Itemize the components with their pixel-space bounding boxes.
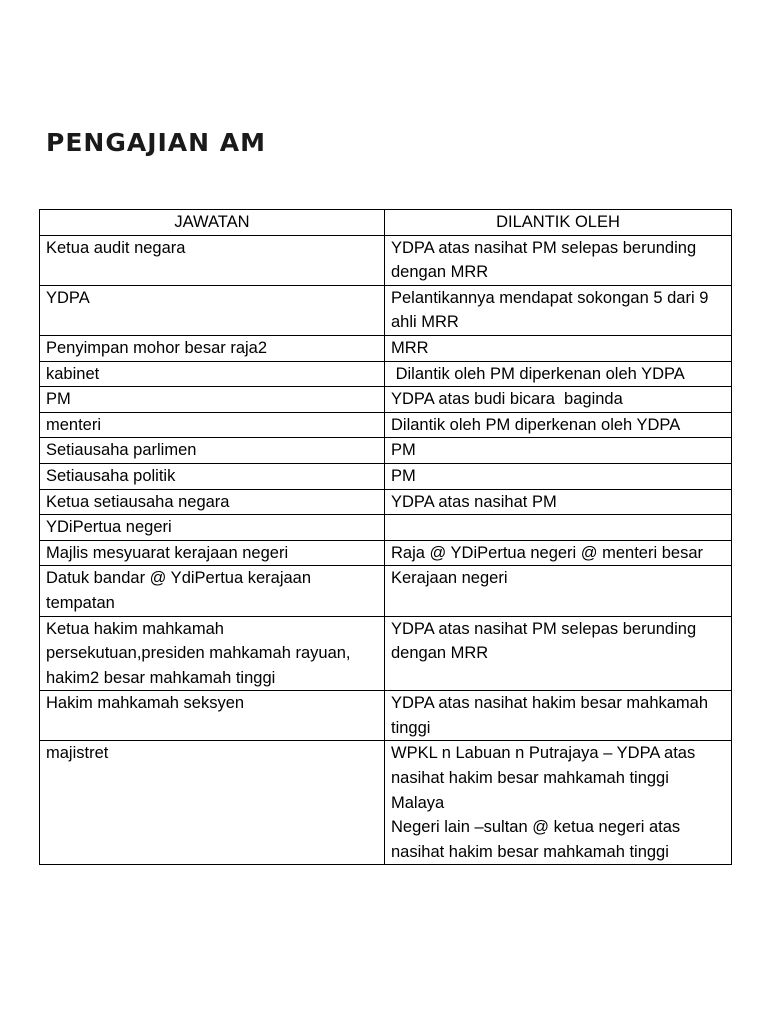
- cell-jawatan: [40, 540, 385, 566]
- cell-dilantik: [385, 515, 732, 541]
- jawatan-text: Ketua audit negara: [46, 238, 186, 257]
- jawatan-text: Majlis mesyuarat kerajaan negeri: [46, 543, 289, 562]
- cell-jawatan: [40, 412, 385, 438]
- dilantik-text: [391, 515, 725, 540]
- cell-dilantik: [385, 566, 732, 616]
- dilantik-text: YDPA atas nasihat PM selepas berunding dengan MRR: [391, 619, 701, 663]
- jawatan-text: menteri: [46, 415, 102, 434]
- table-row: [40, 616, 732, 691]
- dilantik-text: YDPA atas budi bicara baginda: [391, 390, 623, 409]
- jawatan-text: YDPA: [46, 288, 90, 307]
- cell-dilantik: [385, 691, 732, 741]
- cell-jawatan: [40, 438, 385, 464]
- cell-jawatan: [40, 691, 385, 741]
- jawatan-text: Ketua hakim mahkamah persekutuan,presiden mahkamah rayuan, hakim2 besar mahkamah tinggi: [46, 619, 356, 687]
- cell-dilantik: [385, 438, 732, 464]
- cell-dilantik: [385, 489, 732, 515]
- dilantik-text: Dilantik oleh PM diperkenan oleh YDPA: [391, 364, 685, 383]
- dilantik-text: Dilantik oleh PM diperkenan oleh YDPA: [391, 415, 681, 434]
- dilantik-text: Raja @ YDiPertua negeri @ menteri besar: [391, 543, 704, 562]
- cell-dilantik: [385, 741, 732, 865]
- cell-jawatan: [40, 489, 385, 515]
- dilantik-text: PM: [391, 441, 416, 460]
- cell-jawatan: [40, 335, 385, 361]
- dilantik-text: YDPA atas nasihat PM: [391, 492, 557, 511]
- cell-jawatan: [40, 387, 385, 413]
- table-row: [40, 489, 732, 515]
- cell-jawatan: [40, 566, 385, 616]
- page-title: PENGAJIAN AM: [46, 128, 266, 157]
- jawatan-text: YDiPertua negeri: [46, 518, 172, 537]
- jawatan-text: Penyimpan mohor besar raja2: [46, 338, 268, 357]
- cell-jawatan: [40, 616, 385, 691]
- table-row: [40, 691, 732, 741]
- table-header-row: [40, 210, 732, 236]
- appointments-table-container: [39, 209, 731, 865]
- jawatan-text: Ketua setiausaha negara: [46, 492, 230, 511]
- jawatan-text: Hakim mahkamah seksyen: [46, 694, 245, 713]
- dilantik-text: YDPA atas nasihat hakim besar mahkamah tinggi: [391, 694, 713, 737]
- table-row: [40, 387, 732, 413]
- table-row: [40, 540, 732, 566]
- dilantik-text: WPKL n Labuan n Putrajaya – YDPA atas nasihat hakim besar mahkamah tinggi Malaya Negeri lain –sultan @ ketua negeri atas nasihat hakim besar mahkamah tinggi: [391, 744, 696, 861]
- cell-dilantik: [385, 335, 732, 361]
- table-row: [40, 566, 732, 616]
- cell-jawatan: [40, 515, 385, 541]
- cell-jawatan: [40, 285, 385, 335]
- jawatan-text: Setiausaha politik: [46, 466, 176, 485]
- dilantik-text: Kerajaan negeri: [391, 569, 508, 588]
- cell-dilantik: [385, 285, 732, 335]
- table-row: [40, 463, 732, 489]
- table-row: [40, 285, 732, 335]
- cell-jawatan: [40, 741, 385, 865]
- jawatan-text: Datuk bandar @ YdiPertua kerajaan tempatan: [46, 569, 316, 612]
- cell-dilantik: [385, 361, 732, 387]
- cell-jawatan: [40, 361, 385, 387]
- table-row: [40, 361, 732, 387]
- table-row: [40, 438, 732, 464]
- dilantik-text: YDPA atas nasihat PM selepas berunding dengan MRR: [391, 238, 701, 282]
- jawatan-text: majistret: [46, 744, 109, 763]
- cell-dilantik: [385, 412, 732, 438]
- jawatan-text: PM: [46, 390, 71, 409]
- dilantik-text: PM: [391, 466, 416, 485]
- table-row: [40, 412, 732, 438]
- cell-dilantik: [385, 616, 732, 691]
- cell-jawatan: [40, 235, 385, 285]
- table-row: [40, 235, 732, 285]
- jawatan-text: kabinet: [46, 364, 100, 383]
- table-row: [40, 515, 732, 541]
- header-dilantik-oleh: DILANTIK OLEH: [385, 210, 732, 236]
- cell-dilantik: [385, 387, 732, 413]
- jawatan-text: Setiausaha parlimen: [46, 441, 197, 460]
- appointments-table: [39, 209, 732, 865]
- table-row: [40, 741, 732, 865]
- header-jawatan: JAWATAN: [40, 210, 385, 236]
- dilantik-text: MRR: [391, 338, 429, 357]
- dilantik-text: Pelantikannya mendapat sokongan 5 dari 9 ahli MRR: [391, 288, 713, 332]
- cell-dilantik: [385, 463, 732, 489]
- table-row: [40, 335, 732, 361]
- cell-jawatan: [40, 463, 385, 489]
- cell-dilantik: [385, 235, 732, 285]
- cell-dilantik: [385, 540, 732, 566]
